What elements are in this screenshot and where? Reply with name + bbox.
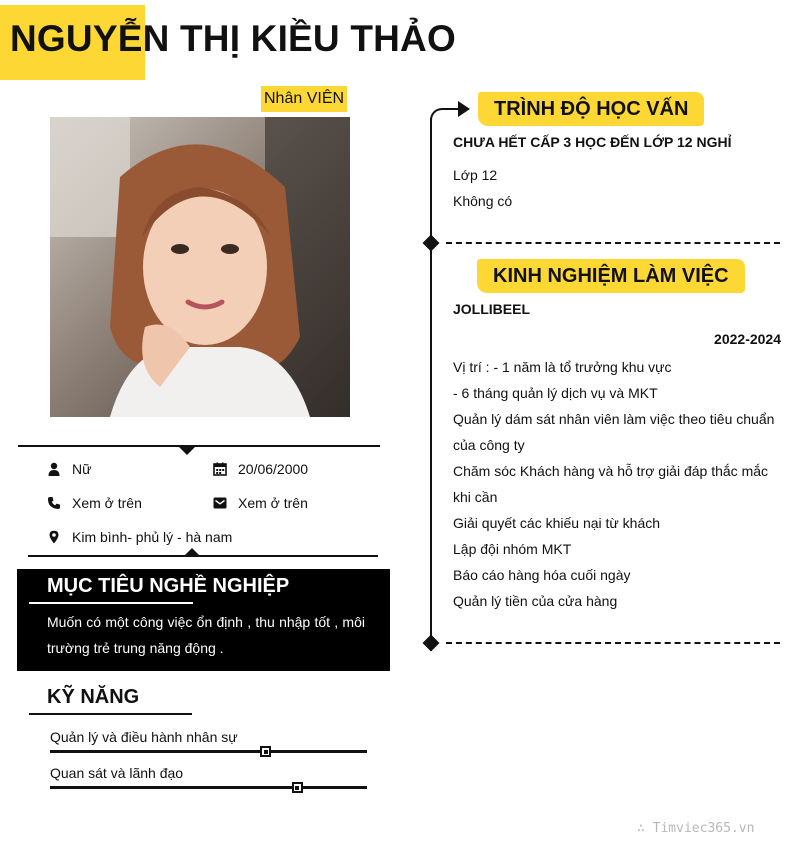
contact-divider-top [18, 445, 380, 447]
timeline-diamond-icon [423, 635, 440, 652]
skill-bar [50, 750, 367, 753]
timeline-line [430, 118, 432, 651]
experience-line: Báo cáo hàng hóa cuối ngày [453, 567, 631, 583]
timeline-diamond-icon [423, 235, 440, 252]
skill-level-marker [292, 782, 303, 793]
experience-company: JOLLIBEEL [453, 301, 531, 317]
experience-line: Vị trí : - 1 năm là tổ trưởng khu vực [453, 359, 672, 375]
timeline-arrow-icon [458, 101, 470, 117]
experience-line: Chăm sóc Khách hàng và hỗ trợ giải đáp thắc mắc [453, 463, 769, 479]
address-row [46, 529, 232, 545]
skill-label: Quản lý và điều hành nhân sự [50, 729, 238, 745]
contact-divider-bottom [28, 555, 378, 557]
divider-pointer-down [179, 447, 195, 455]
education-title: TRÌNH ĐỘ HỌC VẤN [478, 92, 704, 126]
experience-line: Giải quyết các khiếu nại từ khách [453, 515, 661, 531]
experience-line: của công ty [453, 437, 525, 453]
watermark: ∴ Timviec365.vn [637, 821, 755, 836]
gender-value: Nữ [72, 461, 92, 477]
skill-label: Quan sát và lãnh đạo [50, 765, 184, 781]
user-icon [46, 461, 62, 477]
calendar-icon [212, 461, 228, 477]
phone-icon [46, 495, 62, 511]
profile-photo [50, 117, 350, 417]
section-divider [446, 642, 780, 644]
career-goal-section [17, 569, 390, 671]
candidate-position: Nhân VIÊN [261, 86, 347, 112]
email-row [212, 495, 308, 511]
timeline-cap [430, 108, 460, 120]
education-line: Không có [453, 193, 513, 209]
experience-period: 2022-2024 [714, 331, 781, 347]
career-goal-text: Muốn có một công việc ổn định , thu nhập tốt , môi trường trẻ trung năng động . [47, 614, 365, 656]
career-goal-underline [29, 602, 193, 604]
education-line: Lớp 12 [453, 167, 498, 183]
candidate-name: NGUYỄN THỊ KIỀU THẢO [10, 18, 456, 59]
location-icon [46, 529, 62, 545]
skills-underline [29, 713, 192, 715]
experience-line: Lập đội nhóm MKT [453, 541, 572, 557]
address-value: Kim bình- phủ lý - hà nam [72, 529, 233, 545]
email-value: Xem ở trên [238, 495, 308, 511]
phone-value: Xem ở trên [72, 495, 142, 511]
gender-row [46, 461, 91, 477]
skill-bar [50, 786, 367, 789]
birthday-value: 20/06/2000 [238, 461, 309, 477]
experience-line: khi cần [453, 489, 498, 505]
phone-row [46, 495, 142, 511]
skill-level-marker [260, 746, 271, 757]
section-divider [446, 242, 780, 244]
email-icon [212, 495, 228, 511]
profile-photo-illustration [50, 117, 350, 417]
birthday-row [212, 461, 308, 477]
experience-title: KINH NGHIỆM LÀM VIỆC [477, 259, 745, 293]
education-school: CHƯA HẾT CẤP 3 HỌC ĐẾN LỚP 12 NGHỈ [453, 134, 732, 150]
experience-line: - 6 tháng quản lý dịch vụ và MKT [453, 385, 658, 401]
experience-line: Quản lý tiền của cửa hàng [453, 593, 618, 609]
skills-title: KỸ NĂNG [47, 686, 140, 708]
experience-line: Quản lý dám sát nhân viên làm việc theo tiêu chuẩn [453, 411, 775, 427]
career-goal-title: MỤC TIÊU NGHỀ NGHIỆP [47, 575, 290, 597]
